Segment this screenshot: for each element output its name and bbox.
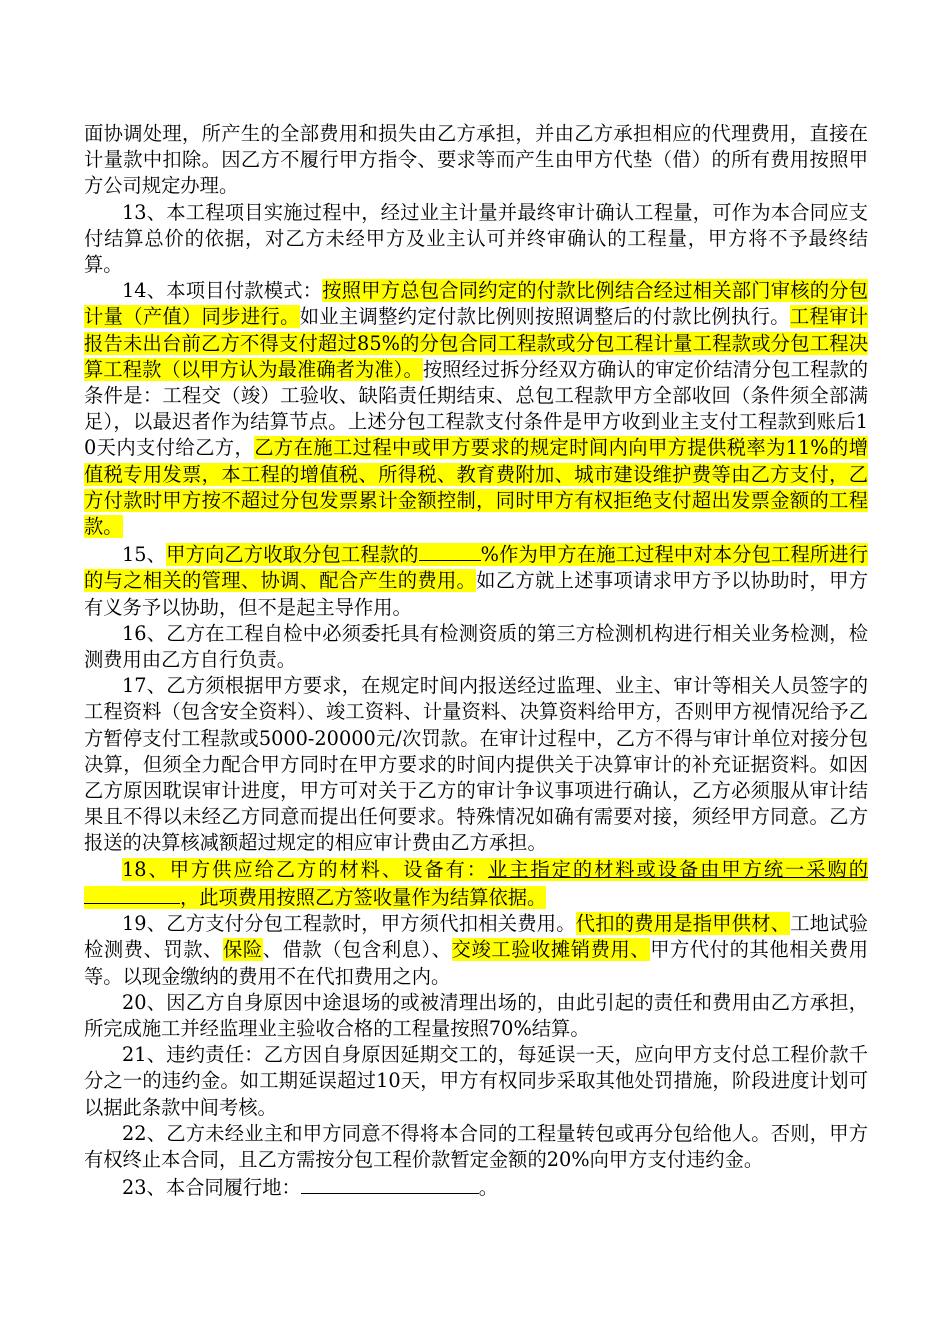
clause-16 [84,621,868,673]
clause-lead: 18、甲方供应给乙方的材料、设备有： [122,857,488,881]
clause-19 [84,911,868,990]
clause-text: 如乙方就上述事项请求甲方予以协助时，甲方有义务予以协助，但不是起主导作用。 [84,569,869,619]
clause-20 [84,990,868,1042]
clause-22 [84,1121,868,1173]
clause-text: 。 [478,1176,499,1200]
clause-text: 13、本工程项目实施过程中，经过业主计量并最终审计确认工程量，可作为本合同应支付结算总价的依据，对乙方未经甲方及业主认可并终审确认的工程量，甲方将不予最终结算。 [84,200,868,277]
clause-text: 22、乙方未经业主和甲方同意不得将本合同的工程量转包或再分包给他人。否则，甲方有权终止本合同，且乙方需按分包工程价款暂定金额的20%向甲方支付违约金。 [84,1121,868,1171]
highlighted-text: 交竣工验收摊销费用、 [451,938,651,962]
clause-17 [84,673,868,856]
clause-text: 17、乙方须根据甲方要求，在规定时间内报送经过监理、业主、审计等相关人员签字的工程资料（包含安全资料）、竣工资料、计量资料、决算资料给甲方，否则甲方视情况给予乙方暂停支付工程款或5000-20000元/次罚款。在审计过程中，乙方不得与审计单位对接分包决算，但须全力配合甲方同时在甲方要求的时间内提供关于决算审计的补充证据资料。如因乙方原因耽误审计进度，甲方可对关于乙方的审计争议事项进行确认，乙方必须服从审计结果且不得以未经乙方同意而提出任何要求。特殊情况如确有需要对接，须经甲方同意。乙方报送的决算核减额超过规定的相应审计费由乙方承担。 [84,674,868,855]
clause-text: 、借款（包含利息）、 [262,938,452,962]
highlighted-text: 按照甲方总包合同约定的付款比例结合经过相关部门审核的分包计量（产值）同步进行。 [84,279,868,329]
clause-text: %作为甲方在施工过程中对本分包工程所进行的与之相关的管理、协调、配合产生的费用。 [84,543,868,593]
highlighted-text: 代扣的费用是指甲供材、 [575,912,791,936]
highlighted-text: 工程审计报告未出台前乙方不得支付超过85%的分包合同工程款或分包工程计量工程款或分包工程决算工程款（以甲方认为最准确者为准）。 [84,305,869,381]
clause-text: ，此项费用按照乙方签收量作为结算依据。 [180,885,547,909]
clause-18 [84,857,868,911]
underlined-text: 业主指定的材料或设备由甲方统一采购的 [487,857,868,881]
clause-15 [84,540,868,621]
paragraph-text: 面协调处理，所产生的全部费用和损失由乙方承担，并由乙方承担相应的代理费用，直接在计量款中扣除。因乙方不履行甲方指令、要求等而产生由甲方代垫（借）的所有费用按照甲方公司规定办理。 [84,122,868,198]
clause-text: 工地试验检测费、罚款、 [84,912,869,962]
contract-page [84,121,868,1201]
highlighted-text: 乙方在施工过程中或甲方要求的规定时间内向甲方提供税率为11%的增值税专用发票，本工程的增值税、所得税、教育费附加、城市建设维护费等由乙方支付，乙方付款时甲方按不超过分包发票累计金额控制，同时甲方有权拒绝支付超出发票金额的工程款。 [84,436,868,539]
clause-lead: 15、 [122,543,167,567]
clause-14 [84,278,868,540]
clause-text: 甲方向乙方收取分包工程款的 [166,543,419,567]
clause-text: 16、乙方在工程自检中必须委托具有检测资质的第三方检测机构进行相关业务检测，检测费用由乙方自行负责。 [84,621,868,672]
highlighted-text [84,858,868,909]
clause-lead: 14、本项目付款模式： [122,279,323,303]
clause-lead: 23、本合同履行地： [122,1176,301,1200]
clause-text: 20、因乙方自身原因中途退场的或被清理出场的，由此引起的责任和费用由乙方承担，所完成施工并经监理业主验收合格的工程量按照70%结算。 [84,990,868,1040]
highlighted-text: 保险 [223,938,263,962]
paragraph-continuation [84,121,868,200]
clause-21 [84,1042,868,1121]
location-blank [301,1173,479,1194]
percentage-blank [419,540,481,561]
clause-23 [84,1173,868,1201]
clause-lead: 19、乙方支付分包工程款时，甲方须代扣相关费用。 [122,912,576,936]
materials-blank [84,883,180,904]
clause-text: 如业主调整约定付款比例则按照调整后的付款比例执行。 [299,305,790,329]
clause-text: 甲方代付的其他相关费用等。以现金缴纳的费用不在代扣费用之内。 [84,938,869,988]
clause-13 [84,200,868,279]
clause-text: 按照经过拆分经双方确认的审定价结清分包工程款的条件是：工程交（竣）工验收、缺陷责任期结束、总包工程款甲方全部收回（条件须全部满足），以最迟者作为结算节点。上述分包工程款支付条件是甲方收到业主支付工程款到账后10天内支付给乙方， [84,357,869,460]
clause-text: 21、违约责任：乙方因自身原因延期交工的，每延误一天，应向甲方支付总工程价款千分之一的违约金。如工期延误超过10天，甲方有权同步采取其他处罚措施，阶段进度计划可以据此条款中间考核。 [84,1043,868,1119]
